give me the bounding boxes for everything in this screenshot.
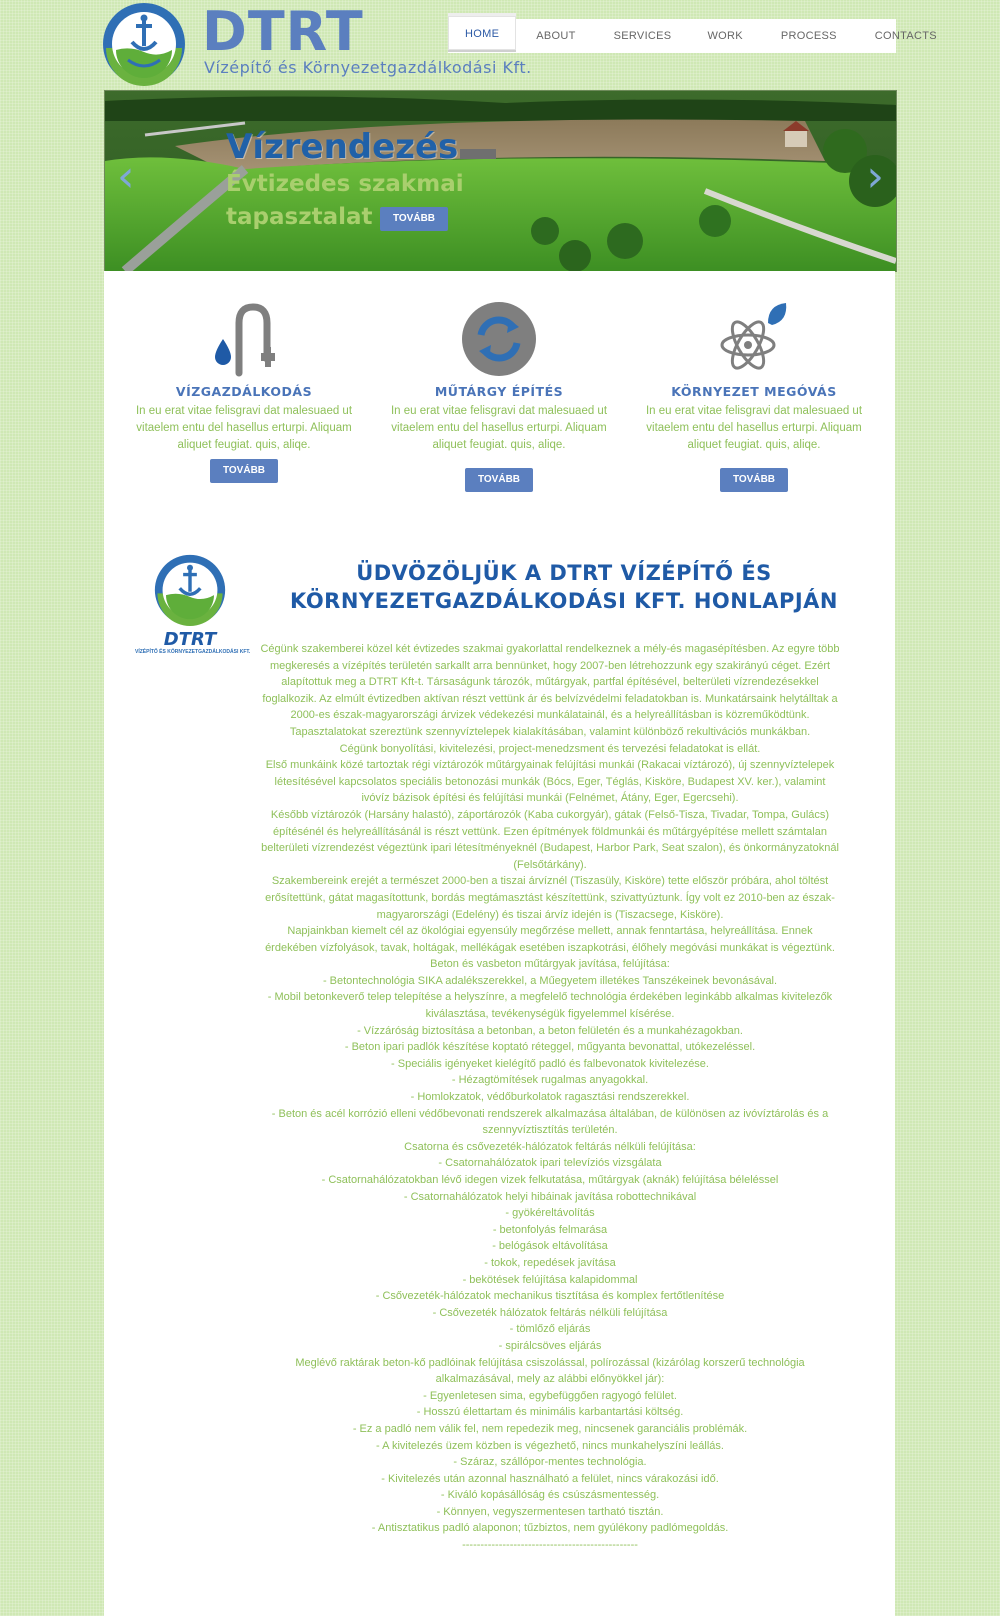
feature-more-button[interactable]: TOVÁBB bbox=[210, 459, 278, 483]
body-paragraph: - tokok, repedések javítása bbox=[484, 1256, 616, 1269]
hero-subtitle-line1: Évtizedes szakmai bbox=[226, 171, 464, 197]
body-paragraph: - Mobil betonkeverő telep telepítése a helyszínre, a megfelelő technológia érdekében leginkább alkalmas kivitelezők kiválasztása, tevékenységük figyelemmel kísérése. bbox=[267, 991, 833, 1021]
body-paragraph: - Homlokzatok, védőburkolatok ragasztási rendszerekkel. bbox=[410, 1091, 690, 1104]
hero-image bbox=[105, 91, 896, 271]
refresh-icon bbox=[461, 301, 537, 377]
feature-environment-protection bbox=[634, 301, 874, 492]
atom-leaf-icon bbox=[716, 301, 792, 377]
nav-services[interactable]: SERVICES bbox=[613, 30, 672, 42]
body-paragraph: - Csatornahálózatokban lévő idegen vizek felkutatása, műtárgyak (aknák) felújítása béleléssel bbox=[321, 1174, 779, 1186]
faucet-icon bbox=[209, 301, 279, 377]
feature-structure-building bbox=[379, 301, 619, 492]
logo[interactable] bbox=[102, 2, 186, 86]
body-paragraph: - A kivitelezés üzem közben is végezhető, nincs munkahelyszíni leállás. bbox=[376, 1439, 724, 1452]
body-paragraph: Csatorna és csővezeték-hálózatok feltárás nélküli felújítása: bbox=[404, 1140, 696, 1153]
welcome-heading bbox=[264, 559, 864, 615]
body-paragraph: - tömlőző eljárás bbox=[509, 1323, 591, 1336]
feature-water-management bbox=[124, 301, 364, 483]
body-paragraph: - Száraz, szállópor-mentes technológia. bbox=[453, 1456, 647, 1469]
body-paragraph: - Vízzáróság biztosítása a betonban, a beton felületén és a munkahézagokban. bbox=[357, 1024, 743, 1037]
body-paragraph: ------------------------------------------------ bbox=[462, 1539, 638, 1552]
feature-title: MŰTÁRGY ÉPÍTÉS bbox=[434, 384, 564, 399]
hero-title: Vízrendezés bbox=[226, 127, 459, 167]
body-paragraph: - Könnyen, vegyszermentesen tartható tisztán. bbox=[436, 1505, 664, 1518]
body-paragraph: - Egyenletesen sima, egybefüggően ragyogó felület. bbox=[423, 1389, 677, 1402]
hero-more-button[interactable]: TOVÁBB bbox=[380, 207, 448, 231]
body-paragraph: Meglévő raktárak beton-kő padlóinak felújítása csiszolással, polírozással (kizárólag korszerű technológia alkalmazásával, mely az alábbi előnyökkel jár): bbox=[295, 1356, 805, 1386]
main-nav bbox=[448, 19, 937, 53]
nav-contacts[interactable]: CONTACTS bbox=[874, 30, 937, 42]
nav-work[interactable]: WORK bbox=[707, 30, 743, 42]
body-paragraph: - Csővezeték-hálózatok mechanikus tisztítása és komplex fertőtlenítése bbox=[375, 1290, 725, 1303]
welcome-body-text bbox=[260, 641, 840, 1554]
welcome-logo bbox=[135, 554, 251, 664]
feature-more-button[interactable]: TOVÁBB bbox=[720, 468, 788, 492]
feature-more-button[interactable]: TOVÁBB bbox=[465, 468, 533, 492]
body-paragraph: Napjainkban kiemelt cél az ökológiai egyensúly megőrzése mellett, annak fenntartása, helyreállítása. Ennek érdekében vízfolyások, tavak, holtágak, mellékágak esetében iszapkotrási, élőhely megóvási munkákat is végeztünk. bbox=[265, 925, 835, 954]
welcome-heading-line1: ÜDVÖZÖLJÜK A DTRT VÍZÉPÍTŐ ÉS bbox=[356, 561, 772, 585]
body-paragraph: - Kiváló kopásállóság és csúszásmentesség. bbox=[440, 1489, 660, 1502]
main-content bbox=[104, 271, 895, 1616]
feature-text: In eu erat vitae felisgravi dat malesuaed ut vitaelem entu del hasellus erturpi. Aliquam aliquet feugiat. quis, aliqe. bbox=[645, 405, 863, 451]
body-paragraph: Első munkáink közé tartoztak régi víztározók műtárgyainak felújítási munkái (Rakacai víztározó), új szennyvíztelepek létesítésével kapcsolatos speciális betonozási munkák (Bócs, Eger, Téglás, Kisköre, Budapest XV. ker.), valamint ivóvíz bázisok építési és felújítási munkái (Felnémet, Átány, Eger, Egercsehi). bbox=[265, 759, 835, 805]
body-paragraph: Később víztározók (Harsány halastó), záportározók (Kaba cukorgyár), gátak (Felső-Tisza, Tivadar, Tompa, Gulács) építésénél és helyreállításánál is részt vettünk. Ezen építmények földmunkái és műtárgyépítése mellett számtalan belterületi vízrendezést végeztünk ipari létesítményeknél (Budapest, Harbor Park, Seat szalon), és önkormányzatoknál (Felsőtárkány). bbox=[261, 808, 839, 871]
body-paragraph: - Csatornahálózatok helyi hibáinak javítása robottechnikával bbox=[403, 1190, 697, 1203]
body-paragraph: - betonfolyás felmarása bbox=[492, 1223, 608, 1236]
feature-text: In eu erat vitae felisgravi dat malesuaed ut vitaelem entu del hasellus erturpi. Aliquam aliquet feugiat. quis, aliqe. bbox=[390, 405, 608, 451]
nav-process[interactable]: PROCESS bbox=[780, 30, 837, 42]
body-paragraph: - Beton és acél korrózió elleni védőbevonati rendszerek alkalmazása általában, de különösen az ivóvíztárolás és a szennyvíztisztítás területén. bbox=[271, 1107, 829, 1137]
body-paragraph: Beton és vasbeton műtárgyak javítása, felújítása: bbox=[430, 958, 670, 971]
body-paragraph: Cégünk szakemberei közel két évtizedes szakmai gyakorlattal rendelkeznek a mély-és magasépítésben. Az egyre több megkeresés a vízépítés területén sarkallt arra bennünket, hogy 2007-ben létrehozzunk egy szakirányú céget. Ezért alapítottuk meg a DTRT Kft-t. Társaságunk tározók, műtárgyak, partfal építésével, belterületi vízrendezésekkel foglalkozik. Az elmúlt évtizedben aktívan részt vettünk ár és belvízvédelmi feladatokban is. Munkatársaink helytálltak a 2000-es észak-magyarországi árvizek védekezési munkálatainál, és a helyreállításban is közreműködtünk. Tapasztalatokat szereztünk szennyvíztelepek kialakításában, valamint különböző rekultivációs munkákban. bbox=[260, 643, 840, 738]
feature-text: In eu erat vitae felisgravi dat malesuaed ut vitaelem entu del hasellus erturpi. Aliquam aliquet feugiat. quis, aliqe. bbox=[135, 405, 353, 451]
body-paragraph: - Antisztatikus padló alaponon; tűzbiztos, nem gyúlékony padlómegoldás. bbox=[371, 1522, 729, 1535]
logo-emblem-icon bbox=[102, 2, 186, 86]
body-paragraph: - gyökéreltávolítás bbox=[505, 1207, 595, 1220]
feature-title: VÍZGAZDÁLKODÁS bbox=[175, 384, 313, 399]
welcome-logo-subtext: VÍZÉPÍTŐ ÉS KÖRNYEZETGAZDÁLKODÁSI KFT. bbox=[135, 649, 251, 655]
brand-title: DTRT bbox=[202, 0, 364, 63]
hero-next-arrow[interactable]: › bbox=[866, 151, 884, 202]
body-paragraph: - spirálcsöves eljárás bbox=[498, 1339, 602, 1352]
body-paragraph: - Betontechnológia SIKA adalékszerekkel, a Műegyetem illetékes Tanszékeinek bevonásával. bbox=[322, 974, 778, 987]
welcome-logo-text: DTRT bbox=[163, 629, 217, 650]
welcome-heading-line2: KÖRNYEZETGAZDÁLKODÁSI KFT. HONLAPJÁN bbox=[290, 589, 838, 613]
body-paragraph: - Beton ipari padlók készítése koptató réteggel, műgyanta bevonattal, utókezeléssel. bbox=[344, 1041, 756, 1054]
hero-prev-arrow[interactable]: ‹ bbox=[117, 151, 135, 202]
hero-slider bbox=[104, 90, 897, 272]
body-paragraph: - bekötések felújítása kalapidommal bbox=[462, 1273, 638, 1286]
feature-title: KÖRNYEZET MEGÓVÁS bbox=[671, 384, 837, 399]
body-paragraph: - Hézagtömítések rugalmas anyagokkal. bbox=[451, 1074, 649, 1087]
body-paragraph: - Hosszú élettartam és minimális karbantartási költség. bbox=[416, 1406, 684, 1419]
body-paragraph: - Speciális igényeket kielégítő padló és falbevonatok kivitelezése. bbox=[391, 1057, 709, 1070]
body-paragraph: - Csővezeték hálózatok feltárás nélküli felújítása bbox=[432, 1306, 668, 1319]
body-paragraph: Cégünk bonyolítási, kivitelezési, project-menedzsment és tervezési feladatokat is ellát. bbox=[339, 742, 761, 755]
brand-subtitle: Vízépítő és Környezetgazdálkodási Kft. bbox=[204, 58, 532, 77]
nav-home[interactable]: HOME bbox=[448, 16, 516, 52]
nav-about[interactable]: ABOUT bbox=[536, 30, 576, 42]
body-paragraph: - belógások eltávolítása bbox=[492, 1240, 608, 1253]
body-paragraph: - Kivitelezés után azonnal használható a felület, nincs várakozási idő. bbox=[381, 1472, 719, 1485]
hero-subtitle-line2: tapasztalat bbox=[226, 204, 373, 230]
body-paragraph: - Ez a padló nem válik fel, nem repedezik meg, nincsenek garanciális problémák. bbox=[352, 1422, 748, 1435]
body-paragraph: - Csatornahálózatok ipari televíziós vizsgálata bbox=[438, 1157, 662, 1170]
body-paragraph: Szakembereink erejét a természet 2000-ben a tiszai árvíznél (Tiszasüly, Kisköre) tette először próbára, ahol töltést erősítettünk, gátat magasítottunk, bordás megtámasztást készítettünk, szivattyúztunk. Így volt ez 2010-ben az észak-magyarországi (Edelény) és tiszai árvíz idején is (Tiszacsege, Kisköre). bbox=[265, 875, 835, 921]
logo-emblem-icon bbox=[154, 554, 226, 626]
